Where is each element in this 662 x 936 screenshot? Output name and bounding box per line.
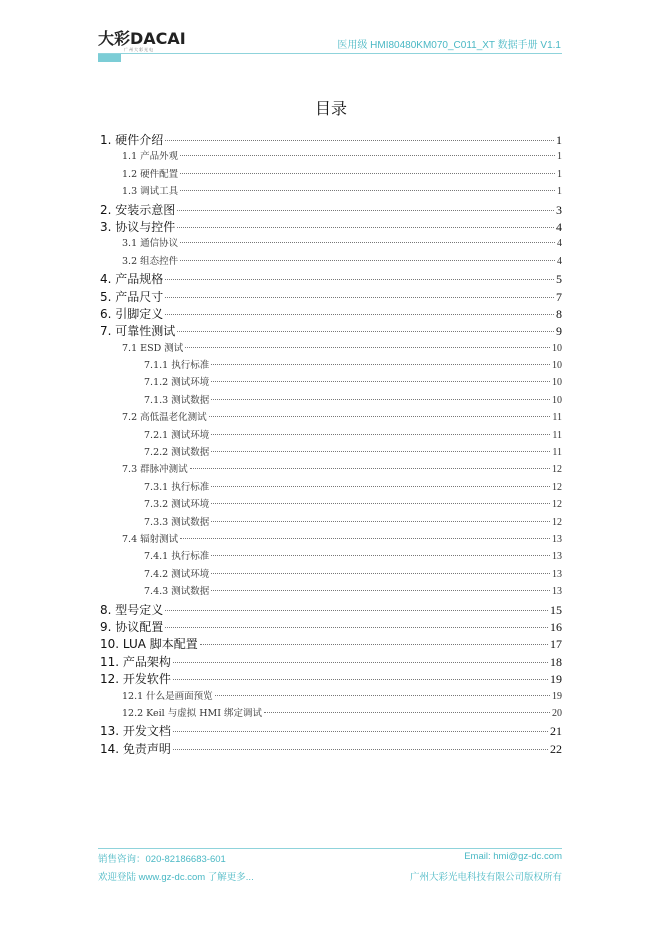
toc-entry-page: 11	[552, 429, 562, 441]
toc-entry-page: 13	[552, 551, 562, 563]
toc-leader-dots	[211, 590, 550, 591]
toc-entry-page: 8	[556, 306, 562, 321]
toc-entry-label: 7.4 辐射测试	[122, 533, 179, 545]
toc-entry-page: 20	[552, 707, 562, 719]
header-accent-block	[98, 54, 121, 62]
header-divider	[98, 53, 562, 54]
toc-entry-label: 3. 协议与控件	[100, 219, 176, 234]
toc-entry-page: 16	[550, 619, 562, 634]
toc-entry[interactable]	[98, 722, 562, 739]
toc-entry-page: 12	[552, 481, 562, 493]
toc-entry-label: 7.4.2 测试环境	[144, 568, 210, 580]
toc-entry-page: 21	[550, 724, 562, 739]
toc-entry-page: 11	[552, 412, 562, 424]
toc-entry[interactable]	[98, 444, 562, 461]
toc-entry-label: 8. 型号定义	[100, 602, 164, 617]
toc-entry-page: 11	[552, 447, 562, 459]
toc-leader-dots	[200, 644, 548, 645]
toc-leader-dots	[165, 314, 554, 315]
toc-entry-page: 12	[552, 464, 562, 476]
toc-entry-label: 2. 安装示意图	[100, 202, 176, 217]
toc-entry-page: 4	[557, 255, 562, 267]
sales-phone: 销售咨询：020-82186683-601	[98, 854, 226, 865]
toc-leader-dots	[211, 451, 550, 452]
toc-entry-page: 10	[552, 342, 562, 354]
website-link[interactable]: 欢迎登陆 www.gz-dc.com 了解更多...	[98, 872, 254, 883]
toc-entry-label: 7. 可靠性测试	[100, 324, 176, 339]
toc-leader-dots	[173, 679, 548, 680]
toc-entry[interactable]	[98, 392, 562, 409]
toc-entry[interactable]	[98, 340, 562, 357]
toc-entry-page: 5	[556, 272, 562, 287]
toc-leader-dots	[215, 695, 550, 696]
toc-entry[interactable]	[98, 618, 562, 635]
copyright-notice: 广州大彩光电科技有限公司版权所有	[409, 872, 562, 883]
toc-entry[interactable]	[98, 461, 562, 478]
toc-entry[interactable]	[98, 531, 562, 548]
toc-entry-label: 7.1.2 测试环境	[144, 377, 210, 389]
toc-entry-page: 19	[550, 672, 562, 687]
toc-leader-dots	[211, 521, 550, 522]
toc-entry[interactable]	[98, 479, 562, 496]
toc-entry-label: 12.1 什么是画面预览	[122, 690, 213, 702]
toc-entry[interactable]	[98, 409, 562, 426]
logo-text: 大彩DACAI	[98, 29, 186, 48]
toc-entry-page: 18	[550, 654, 562, 669]
toc-entry-label: 7.1.3 测试数据	[144, 394, 210, 406]
page-header	[0, 0, 662, 70]
toc-leader-dots	[211, 364, 550, 365]
toc-entry[interactable]	[98, 653, 562, 670]
toc-entry[interactable]	[98, 131, 562, 148]
toc-heading: 目录	[314, 99, 347, 118]
toc-entry-label: 12.2 Keil 与虚拟 HMI 绑定调试	[122, 707, 263, 719]
toc-entry-label: 3.1 通信协议	[122, 238, 179, 250]
toc-leader-dots	[165, 627, 548, 628]
toc-leader-dots	[180, 260, 555, 261]
toc-entry-label: 7.4.1 执行标准	[144, 551, 210, 563]
toc-entry-page: 19	[552, 690, 562, 702]
toc-entry-label: 12. 开发软件	[100, 672, 171, 687]
toc-entry[interactable]	[98, 688, 562, 705]
toc-leader-dots	[165, 279, 554, 280]
toc-entry-page: 4	[556, 219, 562, 234]
toc-entry-label: 1.1 产品外观	[122, 151, 179, 163]
toc-entry-page: 9	[556, 324, 562, 339]
toc-entry[interactable]	[98, 218, 562, 235]
toc-entry[interactable]	[98, 201, 562, 218]
toc-leader-dots	[173, 662, 548, 663]
toc-entry[interactable]	[98, 183, 562, 200]
toc-entry-page: 3	[556, 202, 562, 217]
toc-entry-label: 5. 产品尺寸	[100, 289, 164, 304]
toc-entry-label: 9. 协议配置	[100, 619, 164, 634]
toc-entry-label: 7.1.1 执行标准	[144, 360, 210, 372]
toc-entry-label: 7.3.2 测试环境	[144, 499, 210, 511]
toc-entry[interactable]	[98, 548, 562, 565]
toc-entry-label: 7.4.3 测试数据	[144, 586, 210, 598]
toc-leader-dots	[211, 486, 550, 487]
toc-entry-page: 13	[552, 533, 562, 545]
toc-leader-dots	[190, 468, 550, 469]
toc-leader-dots	[211, 381, 550, 382]
toc-entry-page: 1	[556, 133, 562, 147]
toc-entry[interactable]	[98, 235, 562, 252]
toc-leader-dots	[165, 140, 554, 141]
toc-entry[interactable]	[98, 270, 562, 287]
toc-entry-label: 6. 引脚定义	[100, 306, 164, 321]
toc-entry[interactable]	[98, 514, 562, 531]
contact-email: Email: hmi@gz-dc.com	[464, 851, 562, 862]
toc-leader-dots	[165, 610, 548, 611]
toc-leader-dots	[180, 538, 550, 539]
toc-leader-dots	[177, 227, 554, 228]
logo-subtext: 广州大彩光电	[124, 47, 154, 52]
toc-entry[interactable]	[98, 496, 562, 513]
toc-leader-dots	[211, 573, 550, 574]
toc-entry[interactable]	[98, 288, 562, 305]
toc-entry[interactable]	[98, 322, 562, 339]
toc-leader-dots	[173, 731, 548, 732]
toc-entry-label: 4. 产品规格	[100, 272, 164, 287]
toc-leader-dots	[211, 434, 550, 435]
toc-entry-page: 10	[552, 360, 562, 372]
toc-entry-page: 17	[550, 637, 562, 652]
toc-entry-label: 13. 开发文档	[100, 724, 171, 739]
toc-entry[interactable]	[98, 305, 562, 322]
toc-leader-dots	[177, 210, 554, 211]
toc-entry-page: 1	[557, 151, 562, 163]
toc-entry-page: 1	[557, 168, 562, 180]
toc-entry-page: 10	[552, 377, 562, 389]
toc-entry-label: 7.1 ESD 测试	[122, 342, 184, 354]
toc-leader-dots	[185, 347, 550, 348]
toc-entry[interactable]	[98, 374, 562, 391]
toc-leader-dots	[211, 503, 550, 504]
toc-entry[interactable]	[98, 601, 562, 618]
toc-leader-dots	[264, 712, 550, 713]
toc-entry-page: 12	[552, 516, 562, 528]
toc-leader-dots	[180, 242, 555, 243]
toc-entry-label: 1.3 调试工具	[122, 186, 179, 198]
toc-leader-dots	[177, 331, 554, 332]
toc-entry-label: 7.2.2 测试数据	[144, 447, 210, 459]
toc-entry[interactable]	[98, 740, 562, 757]
toc-entry[interactable]	[98, 166, 562, 183]
toc-entry-label: 1. 硬件介绍	[100, 133, 164, 147]
toc-leader-dots	[211, 399, 550, 400]
toc-entry[interactable]	[98, 705, 562, 722]
toc-entry-page: 7	[556, 289, 562, 304]
toc-entry-page: 4	[557, 238, 562, 250]
toc-entry-page: 13	[552, 568, 562, 580]
toc-entry[interactable]	[98, 566, 562, 583]
document-title: 医用级 HMI80480KM070_C011_XT 数据手册 V1.1	[337, 40, 561, 51]
toc-entry[interactable]	[98, 427, 562, 444]
toc-entry-page: 10	[552, 394, 562, 406]
toc-leader-dots	[165, 297, 554, 298]
toc-entry[interactable]	[98, 253, 562, 270]
toc-entry-page: 22	[550, 741, 562, 756]
toc-entry-label: 7.3.1 执行标准	[144, 481, 210, 493]
toc-entry-label: 3.2 组态控件	[122, 255, 179, 267]
toc-entry[interactable]	[98, 670, 562, 687]
toc-entry-label: 10. LUA 脚本配置	[100, 637, 198, 652]
toc-leader-dots	[180, 173, 555, 174]
toc-entry-label: 7.2 高低温老化测试	[122, 412, 207, 424]
toc-leader-dots	[211, 555, 550, 556]
toc-entry-label: 1.2 硬件配置	[122, 168, 179, 180]
table-of-contents	[98, 131, 562, 757]
footer-divider	[98, 848, 562, 849]
toc-leader-dots	[209, 416, 551, 417]
toc-entry-label: 7.2.1 测试环境	[144, 429, 210, 441]
toc-entry[interactable]	[98, 635, 562, 652]
toc-entry-label: 14. 免责声明	[100, 741, 171, 756]
toc-entry-label: 11. 产品架构	[100, 654, 171, 669]
toc-entry-page: 15	[550, 602, 562, 617]
dacai-logo	[98, 29, 186, 52]
toc-entry[interactable]	[98, 583, 562, 600]
toc-entry-label: 7.3 群脉冲测试	[122, 464, 188, 476]
toc-entry[interactable]	[98, 148, 562, 165]
toc-entry-page: 13	[552, 586, 562, 598]
toc-leader-dots	[180, 155, 555, 156]
toc-leader-dots	[173, 749, 548, 750]
toc-entry-page: 1	[557, 186, 562, 198]
toc-entry-label: 7.3.3 测试数据	[144, 516, 210, 528]
toc-entry[interactable]	[98, 357, 562, 374]
toc-entry-page: 12	[552, 499, 562, 511]
toc-leader-dots	[180, 190, 555, 191]
